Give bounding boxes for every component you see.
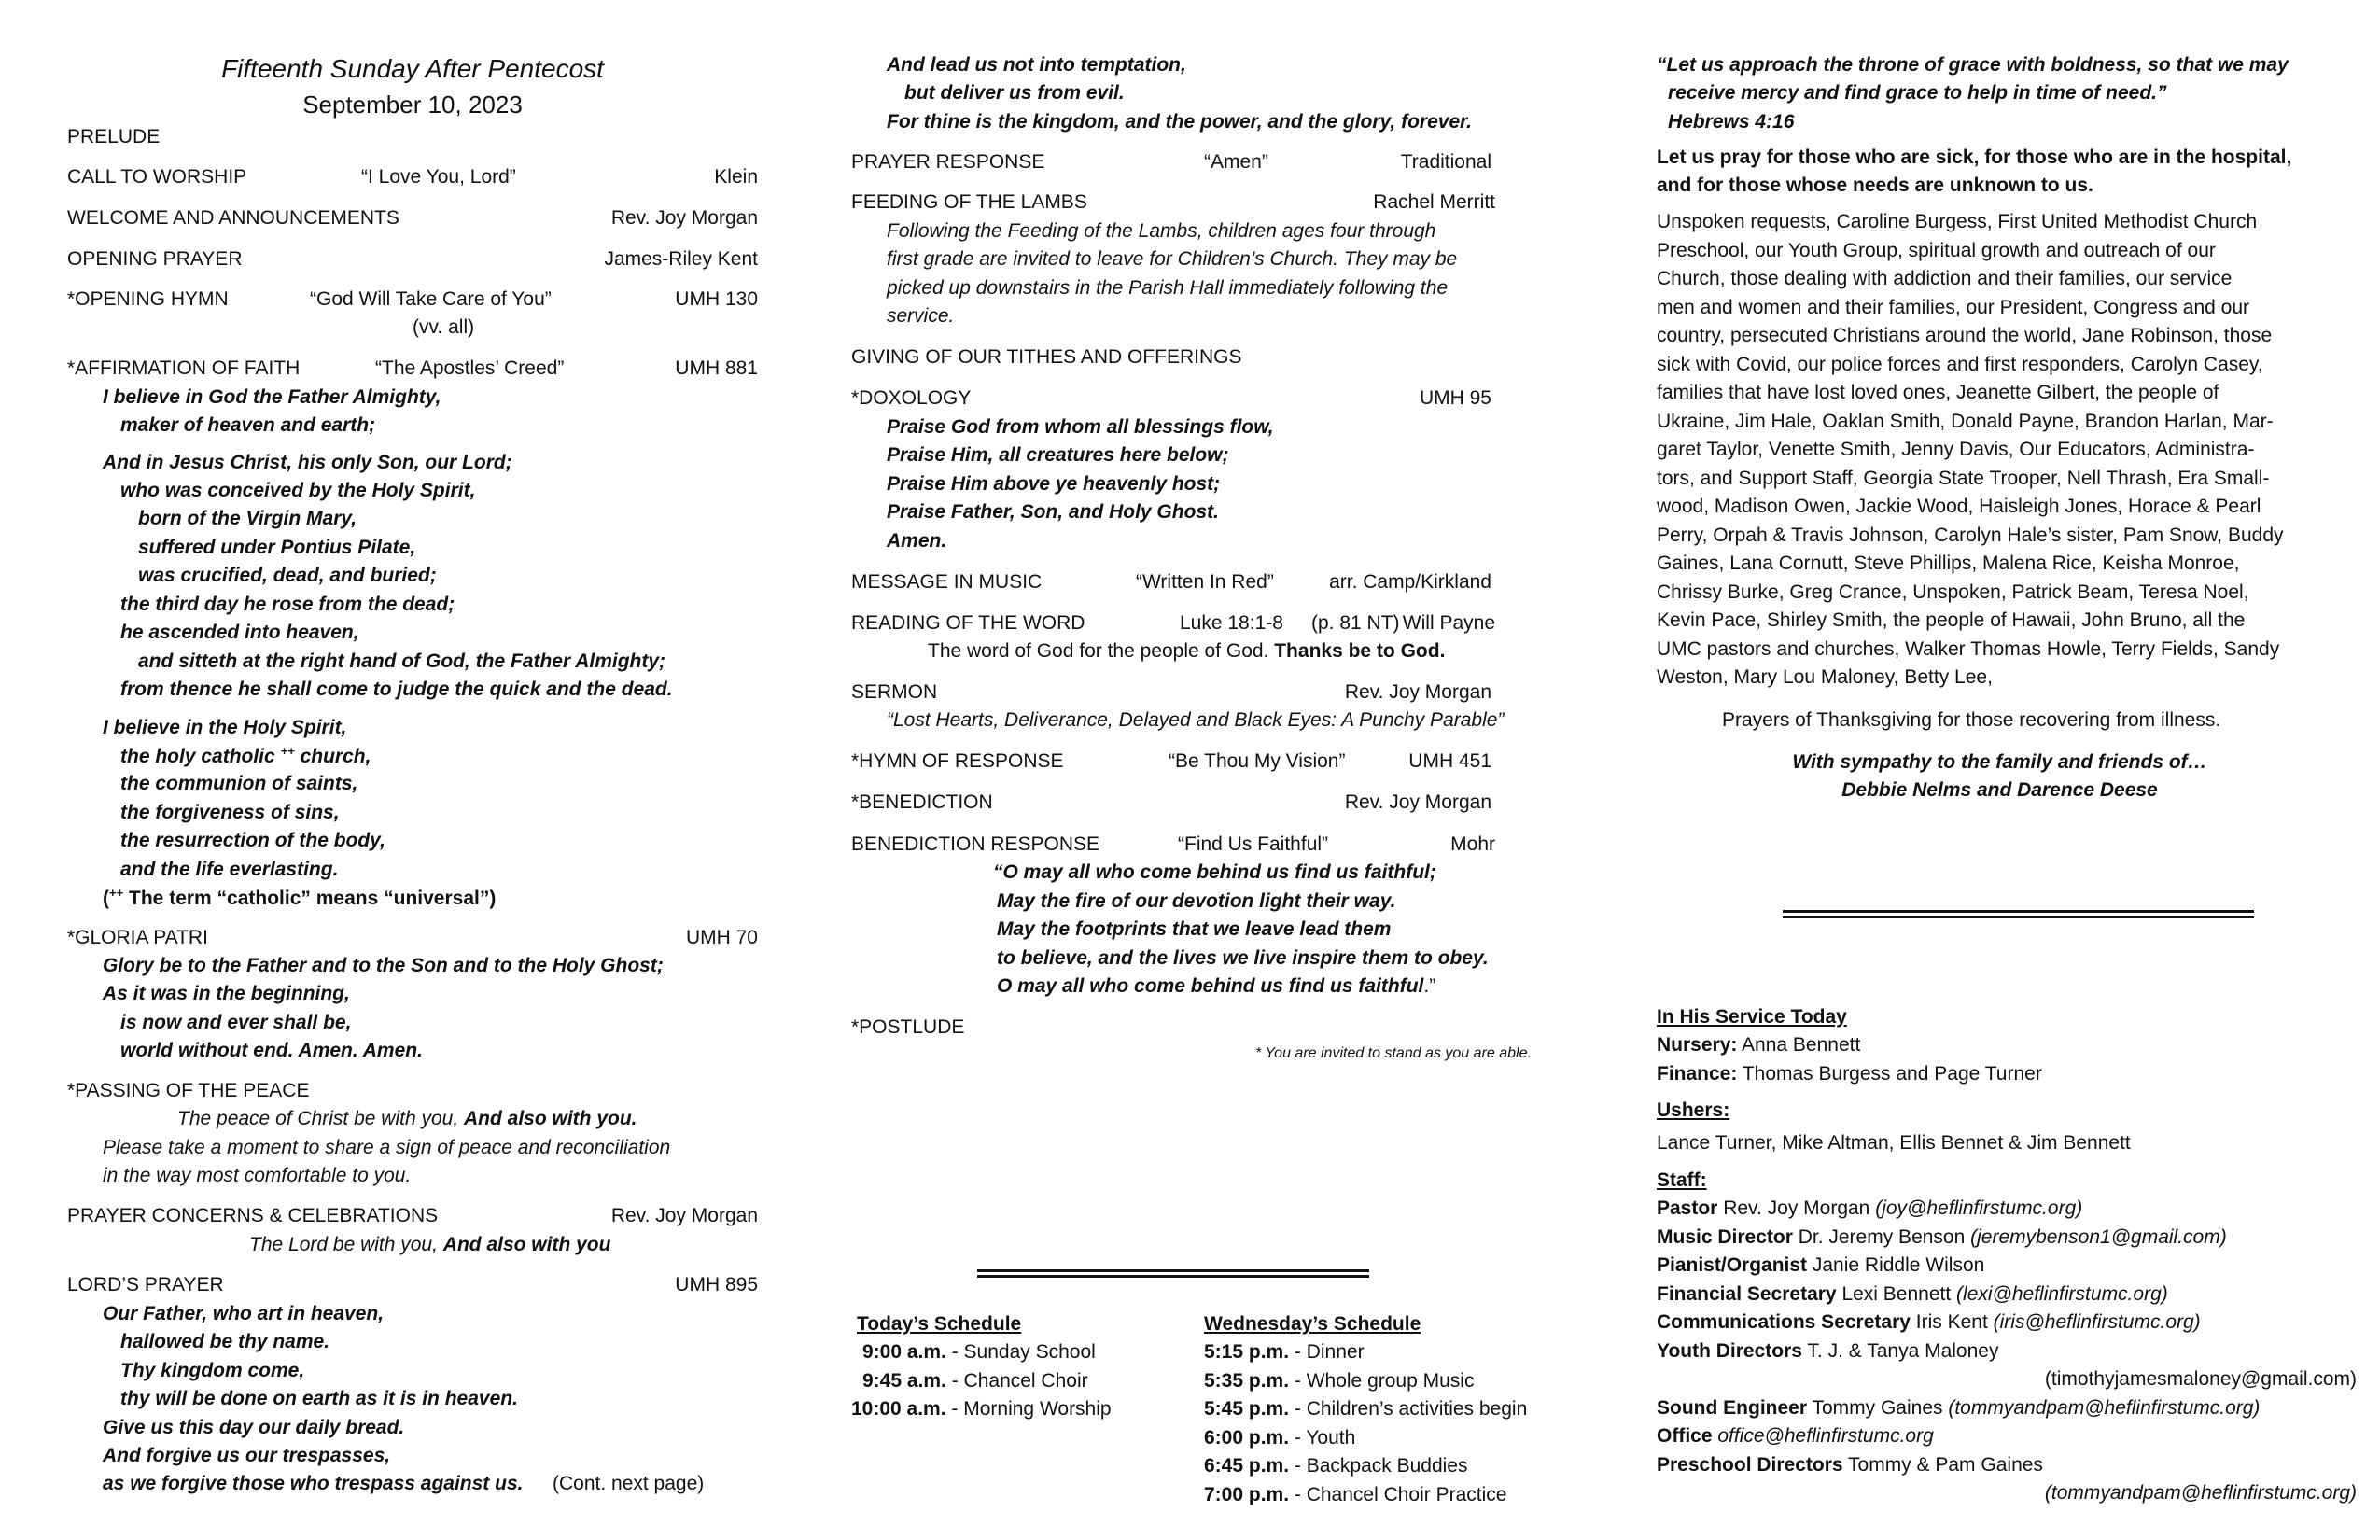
order-title: “Written In Red” xyxy=(1136,571,1274,593)
creed-line: from thence he shall come to judge the quick and the dead. xyxy=(120,679,673,700)
order-label: *BENEDICTION xyxy=(851,791,993,813)
creed-line: I believe in God the Father Almighty, xyxy=(103,386,441,408)
staff-row: Office office@heflinfirstumc.org xyxy=(1657,1425,1934,1447)
feeding-text: picked up downstairs in the Parish Hall immediately following the xyxy=(887,277,1449,299)
schedule-heading: Wednesday’s Schedule xyxy=(1204,1313,1421,1335)
ushers-line: Lance Turner, Mike Altman, Ellis Bennet & Jim Bennett xyxy=(1657,1132,2131,1154)
prayer-list-line: families that have lost loved ones, Jeanette Gilbert, the people of xyxy=(1657,382,2219,403)
creed-line: was crucified, dead, and buried; xyxy=(138,565,437,586)
order-by: UMH 895 xyxy=(675,1274,758,1295)
order-label: FEEDING OF THE LAMBS xyxy=(851,191,1087,213)
peace-line: Please take a moment to share a sign of peace and reconciliation xyxy=(103,1137,671,1158)
order-by: Rev. Joy Morgan xyxy=(610,1205,758,1226)
prayer-list-line: Preschool, our Youth Group, spiritual growth and outreach of our xyxy=(1657,240,2216,261)
staff-row: Pastor Rev. Joy Morgan (joy@heflinfirstumc.org) xyxy=(1657,1197,2083,1219)
doxology-line: Praise Him, all creatures here below; xyxy=(887,444,1229,466)
prayer-list-line: Church, those dealing with addiction and their families, our service xyxy=(1657,268,2233,289)
prayer-list-line: tors, and Support Staff, Georgia State Trooper, Nell Thrash, Era Small- xyxy=(1657,468,2270,489)
feeding-text: service. xyxy=(887,305,955,327)
verse-line: receive mercy and find grace to help in time of need.” xyxy=(1668,82,2167,104)
order-title: “The Apostles’ Creed” xyxy=(375,357,565,379)
schedule-item: 6:45 p.m. - Backpack Buddies xyxy=(1204,1455,1468,1477)
creed-line: who was conceived by the Holy Spirit, xyxy=(120,480,476,501)
sympathy-names: Debbie Nelms and Darence Deese xyxy=(1841,779,2158,801)
order-label: *DOXOLOGY xyxy=(851,387,972,409)
schedule-item: 5:35 p.m. - Whole group Music xyxy=(1204,1370,1475,1392)
prayer-list-line: Perry, Orpah & Travis Johnson, Carolyn Hale’s sister, Pam Snow, Buddy xyxy=(1657,525,2284,546)
creed-line: the third day he rose from the dead; xyxy=(120,594,455,615)
staff-row: Preschool Directors Tommy & Pam Gaines xyxy=(1657,1454,2043,1476)
ben-line: May the fire of our devotion light their way. xyxy=(997,890,1396,912)
creed-line xyxy=(120,745,371,768)
sermon-title: “Lost Hearts, Deliverance, Delayed and Black Eyes: A Punchy Parable” xyxy=(887,709,1505,731)
prayer-list-line: Chrissy Burke, Greg Crance, Unspoken, Patrick Beam, Teresa Noel, xyxy=(1657,581,2249,603)
schedule-item: 9:45 a.m. - Chancel Choir xyxy=(862,1370,1088,1392)
lords-line: Give us this day our daily bread. xyxy=(103,1417,405,1438)
order-title: “God Will Take Care of You” xyxy=(310,288,552,310)
order-by: Will Payne xyxy=(1402,612,1495,634)
lords-line: but deliver us from evil. xyxy=(904,82,1125,104)
prelude-label: PRELUDE xyxy=(67,126,161,147)
prayer-list-line: Unspoken requests, Caroline Burgess, First United Methodist Church xyxy=(1657,211,2258,232)
prayer-intro: Let us pray for those who are sick, for those who are in the hospital, xyxy=(1657,147,2292,168)
staff-row: Youth Directors T. J. & Tanya Maloney xyxy=(1657,1340,1999,1362)
doxology-line: Praise Father, Son, and Holy Ghost. xyxy=(887,501,1219,523)
bulletin-title: Fifteenth Sunday After Pentecost xyxy=(221,54,604,83)
staff-row: Communications Secretary Iris Kent (iris@heflinfirstumc.org) xyxy=(1657,1311,2201,1333)
feeding-text: Following the Feeding of the Lambs, children ages four through xyxy=(887,220,1436,242)
prayer-list-line: sick with Covid, our police forces and first responders, Carolyn Casey, xyxy=(1657,354,2263,375)
thanksgiving-line: Prayers of Thanksgiving for those recovering from illness. xyxy=(1722,709,2221,731)
order-label: PRAYER RESPONSE xyxy=(851,151,1045,173)
order-by: Klein xyxy=(714,166,758,188)
creed-line: I believe in the Holy Spirit, xyxy=(103,717,347,738)
creed-footnote: (++ The term “catholic” means “universal”) xyxy=(103,886,497,909)
order-by: Rev. Joy Morgan xyxy=(610,207,758,229)
section-divider xyxy=(1783,910,2254,918)
schedule-item: 5:45 p.m. - Children’s activities begin xyxy=(1204,1398,1528,1420)
doxology-line: Praise Him above ye heavenly host; xyxy=(887,473,1221,495)
bulletin-column-3 xyxy=(1657,0,2357,1540)
prayer-list-line: men and women and their families, our President, Congress and our xyxy=(1657,297,2250,318)
feeding-text: first grade are invited to leave for Children’s Church. They may be xyxy=(887,248,1458,270)
ben-line: “O may all who come behind us find us faithful; xyxy=(993,861,1436,883)
bulletin-column-2 xyxy=(851,0,1579,1540)
reading-page: (p. 81 NT) xyxy=(1311,612,1400,634)
order-by: James-Riley Kent xyxy=(604,248,758,270)
ben-line: to believe, and the lives we live inspire them to obey. xyxy=(997,947,1489,969)
order-title: “Be Thou My Vision” xyxy=(1169,750,1346,772)
prayer-intro: and for those whose needs are unknown to us. xyxy=(1657,175,2093,196)
order-label: CALL TO WORSHIP xyxy=(67,166,247,188)
prayer-list-line: UMC pastors and churches, Walker Thomas Howle, Terry Fields, Sandy xyxy=(1657,638,2280,660)
order-label: PRAYER CONCERNS & CELEBRATIONS xyxy=(67,1205,439,1226)
continued-note: (Cont. next page) xyxy=(553,1473,705,1494)
order-label: *AFFIRMATION OF FAITH xyxy=(67,357,301,379)
staff-row: Pianist/Organist Janie Riddle Wilson xyxy=(1657,1254,1985,1276)
schedule-item: 5:15 p.m. - Dinner xyxy=(1204,1341,1365,1363)
prayer-list-line: Ukraine, Jim Hale, Oaklan Smith, Donald Payne, Brandon Harlan, Mar- xyxy=(1657,411,2274,432)
staff-row: Financial Secretary Lexi Bennett (lexi@heflinfirstumc.org) xyxy=(1657,1283,2168,1305)
creed-line: he ascended into heaven, xyxy=(120,622,359,643)
order-by: UMH 881 xyxy=(675,357,758,379)
stand-note: * You are invited to stand as you are able. xyxy=(1255,1045,1532,1061)
gloria-line: is now and ever shall be, xyxy=(120,1012,352,1033)
order-by: UMH 95 xyxy=(1419,387,1491,409)
prayer-list-line: Kevin Pace, Shirley Smith, the people of Hawaii, John Bruno, all the xyxy=(1657,609,2246,631)
concerns-response: The Lord be with you, And also with you xyxy=(249,1234,611,1255)
lords-line: as we forgive those who trespass against us. xyxy=(103,1473,524,1494)
staff-email: (timothyjamesmaloney@gmail.com) xyxy=(2044,1368,2357,1390)
order-by: Traditional xyxy=(1400,151,1491,173)
order-by: arr. Camp/Kirkland xyxy=(1329,571,1491,593)
schedule-item: 6:00 p.m. - Youth xyxy=(1204,1427,1356,1449)
order-by: Mohr xyxy=(1450,833,1495,855)
order-title: “Find Us Faithful” xyxy=(1178,833,1329,855)
order-label: WELCOME AND ANNOUNCEMENTS xyxy=(67,207,399,229)
order-by: UMH 70 xyxy=(685,927,758,948)
bulletin-column-1 xyxy=(67,0,758,1540)
order-by: Rev. Joy Morgan xyxy=(1344,791,1491,813)
order-by: Rev. Joy Morgan xyxy=(1344,681,1491,703)
creed-line: the communion of saints, xyxy=(120,773,358,794)
gloria-line: As it was in the beginning, xyxy=(103,983,350,1004)
lords-line: thy will be done on earth as it is in heaven. xyxy=(120,1388,518,1409)
schedule-item: 10:00 a.m. - Morning Worship xyxy=(851,1398,1112,1420)
order-label: OPENING PRAYER xyxy=(67,248,243,270)
staff-row: Sound Engineer Tommy Gaines (tommyandpam@heflinfirstumc.org) xyxy=(1657,1397,2261,1419)
section-divider xyxy=(977,1269,1369,1278)
doxology-line: Amen. xyxy=(887,530,947,552)
prayer-list-line: wood, Madison Owen, Jackie Wood, Haisleigh Jones, Horace & Pearl xyxy=(1657,496,2261,517)
reading-reference: Luke 18:1-8 xyxy=(1180,612,1283,634)
ushers-heading: Ushers: xyxy=(1657,1099,1730,1121)
order-by: UMH 130 xyxy=(675,288,758,310)
creed-line: And in Jesus Christ, his only Son, our Lord; xyxy=(103,452,512,473)
gloria-line: Glory be to the Father and to the Son and to the Holy Ghost; xyxy=(103,955,664,976)
staff-heading: Staff: xyxy=(1657,1169,1707,1191)
order-label: READING OF THE WORD xyxy=(851,612,1085,634)
staff-email: (tommyandpam@heflinfirstumc.org) xyxy=(2044,1482,2357,1504)
order-label: BENEDICTION RESPONSE xyxy=(851,833,1100,855)
schedule-heading: Today’s Schedule xyxy=(857,1313,1022,1335)
peace-line: The peace of Christ be with you, And also with you. xyxy=(177,1108,637,1129)
creed-line: and the life everlasting. xyxy=(120,859,339,880)
staff-row: Music Director Dr. Jeremy Benson (jeremybenson1@gmail.com) xyxy=(1657,1226,2227,1248)
creed-text: church, xyxy=(300,746,371,767)
postlude-label: *POSTLUDE xyxy=(851,1016,965,1038)
doxology-line: Praise God from whom all blessings flow, xyxy=(887,416,1274,438)
order-title: “Amen” xyxy=(1204,151,1268,173)
creed-line: suffered under Pontius Pilate, xyxy=(138,537,416,558)
lords-line: Thy kingdom come, xyxy=(120,1360,305,1381)
finance-line: Finance: Thomas Burgess and Page Turner xyxy=(1657,1063,2042,1085)
schedule-item: 9:00 a.m. - Sunday School xyxy=(862,1341,1096,1363)
bulletin-date: September 10, 2023 xyxy=(302,91,523,119)
creed-text: the holy catholic xyxy=(120,746,275,767)
creed-line: the resurrection of the body, xyxy=(120,830,385,851)
creed-line: the forgiveness of sins, xyxy=(120,802,340,823)
order-label: SERMON xyxy=(851,681,938,703)
order-label: *PASSING OF THE PEACE xyxy=(67,1080,310,1101)
order-label: *HYMN OF RESPONSE xyxy=(851,750,1064,772)
gloria-line: world without end. Amen. Amen. xyxy=(120,1040,423,1061)
schedule-item: 7:00 p.m. - Chancel Choir Practice xyxy=(1204,1484,1507,1505)
dagger-mark: ++ xyxy=(109,886,124,900)
creed-line: and sitteth at the right hand of God, the Father Almighty; xyxy=(138,651,666,672)
order-label: *OPENING HYMN xyxy=(67,288,229,310)
nursery-line: Nursery: Anna Bennett xyxy=(1657,1034,1861,1056)
dagger-mark: ++ xyxy=(280,744,295,758)
order-label: LORD’S PRAYER xyxy=(67,1274,224,1295)
order-by: UMH 451 xyxy=(1408,750,1491,772)
lords-line: hallowed be thy name. xyxy=(120,1331,330,1352)
prayer-list-line: Weston, Mary Lou Maloney, Betty Lee, xyxy=(1657,666,1993,688)
order-label: *GLORIA PATRI xyxy=(67,927,208,948)
ben-line: May the footprints that we leave lead them xyxy=(997,918,1392,940)
lords-line: And forgive us our trespasses, xyxy=(103,1445,391,1466)
giving-label: GIVING OF OUR TITHES AND OFFERINGS xyxy=(851,346,1242,368)
verse-line: “Let us approach the throne of grace with boldness, so that we may xyxy=(1657,54,2289,76)
lords-line: And lead us not into temptation, xyxy=(887,54,1186,76)
lords-line: For thine is the kingdom, and the power, and the glory, forever. xyxy=(887,111,1472,133)
prayer-list-line: country, persecuted Christians around the world, Jane Robinson, those xyxy=(1657,325,2273,346)
order-title: “I Love You, Lord” xyxy=(361,166,516,188)
service-heading: In His Service Today xyxy=(1657,1006,1847,1028)
prayer-list-line: Gaines, Lana Cornutt, Steve Phillips, Malena Rice, Keisha Monroe, xyxy=(1657,553,2240,574)
lords-line: Our Father, who art in heaven, xyxy=(103,1303,385,1324)
peace-line: in the way most comfortable to you. xyxy=(103,1165,412,1186)
creed-line: maker of heaven and earth; xyxy=(120,414,376,436)
reading-response: The word of God for the people of God. Thanks be to God. xyxy=(928,640,1446,662)
order-by: Rachel Merritt xyxy=(1373,191,1495,213)
order-note: (vv. all) xyxy=(413,316,475,338)
sympathy-line: With sympathy to the family and friends of… xyxy=(1792,751,2207,773)
ben-line: O may all who come behind us find us faithful.” xyxy=(997,975,1436,997)
verse-reference: Hebrews 4:16 xyxy=(1668,111,1795,133)
prayer-list-line: garet Taylor, Venette Smith, Jenny Davis, Our Educators, Administra- xyxy=(1657,439,2255,460)
order-label: MESSAGE IN MUSIC xyxy=(851,571,1043,593)
creed-line: born of the Virgin Mary, xyxy=(138,508,357,529)
